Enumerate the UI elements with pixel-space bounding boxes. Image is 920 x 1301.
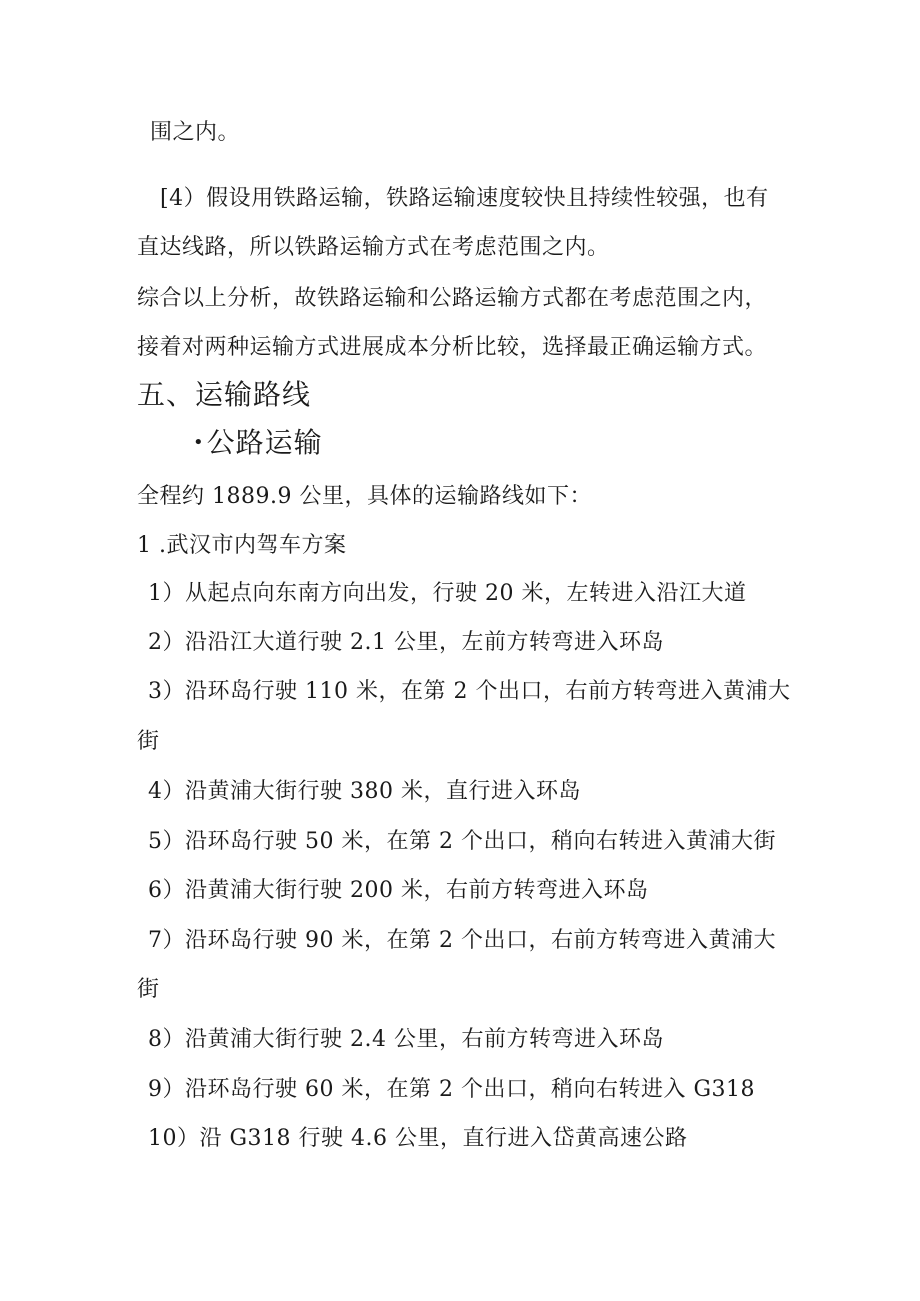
route-step: 5）沿环岛行驶 50 米，在第 2 个出口，稍向右转进入黄浦大街: [148, 829, 776, 854]
bullet-icon: •: [193, 432, 205, 453]
plan-title: 1 .武汉市内驾车方案: [137, 533, 347, 558]
route-step: 9）沿环岛行驶 60 米，在第 2 个出口，稍向右转进入 G318: [148, 1077, 756, 1102]
subsection-heading: [193, 425, 323, 461]
route-step: 8）沿黄浦大街行驶 2.4 公里，右前方转弯进入环岛: [148, 1027, 664, 1052]
route-step: 10）沿 G318 行驶 4.6 公里，直行进入岱黄高速公路: [148, 1126, 688, 1151]
paragraph-tail: 围之内。: [150, 120, 241, 145]
paragraph-4-line-1: [4）假设用铁路运输，铁路运输速度较快且持续性较强，也有: [160, 186, 769, 211]
route-step: 3）沿环岛行驶 110 米，在第 2 个出口，右前方转弯进入黄浦大: [148, 679, 791, 704]
route-step-continuation: 街: [137, 977, 160, 1002]
route-step-continuation: 街: [137, 729, 160, 754]
route-step: 7）沿环岛行驶 90 米，在第 2 个出口，右前方转弯进入黄浦大: [148, 928, 776, 953]
paragraph-4-line-2: 直达线路，所以铁路运输方式在考虑范围之内。: [137, 235, 610, 260]
summary-line-1: 综合以上分析，故铁路运输和公路运输方式都在考虑范围之内，: [137, 286, 768, 311]
route-step: 4）沿黄浦大街行驶 380 米，直行进入环岛: [148, 779, 581, 804]
route-step: 1）从起点向东南方向出发，行驶 20 米，左转进入沿江大道: [148, 581, 747, 606]
summary-line-2: 接着对两种运输方式进展成本分析比较，选择最正确运输方式。: [137, 335, 768, 360]
route-step: 2）沿沿江大道行驶 2.1 公里，左前方转弯进入环岛: [148, 630, 664, 655]
section-heading: 五、运输路线: [137, 378, 312, 411]
route-intro: 全程约 1889.9 公里，具体的运输路线如下：: [137, 484, 592, 509]
route-step: 6）沿黄浦大街行驶 200 米，右前方转弯进入环岛: [148, 878, 649, 903]
subsection-heading-text: 公路运输: [206, 426, 323, 459]
